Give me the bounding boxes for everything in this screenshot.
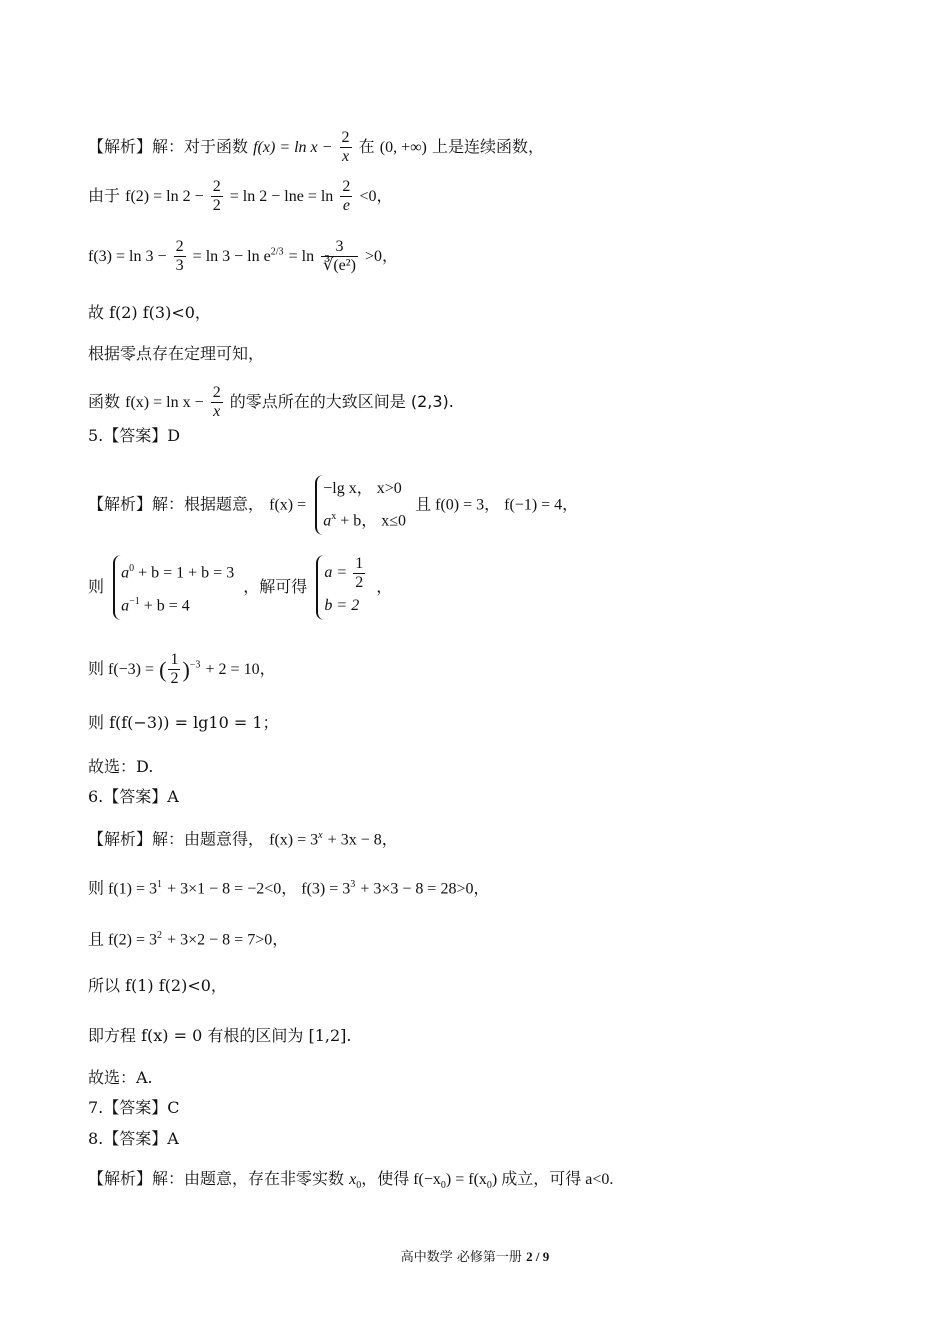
text-line-2 <box>88 178 393 215</box>
denominator: x <box>341 148 350 165</box>
math-expr: ) = f(x <box>445 1171 487 1188</box>
text-line-18: 即方程 f(x) = 0 有根的区间为 [1,2]. <box>88 1026 352 1045</box>
text: 的零点所在的大致区间是 (2,3). <box>229 392 454 411</box>
denominator: 2 <box>212 197 221 214</box>
math-expr: (0, +∞) <box>379 139 427 156</box>
math-expr: f(2) = ln 2 − <box>125 188 204 205</box>
denominator: 3 <box>175 257 184 274</box>
math-expr: = ln 3 − ln e <box>192 248 271 265</box>
subscript: 0 <box>440 1180 446 1192</box>
footer-title: 高中数学 必修第一册 <box>400 1250 522 1265</box>
math-expr: ， <box>376 579 393 596</box>
fraction <box>168 651 180 688</box>
numerator: 3 <box>321 238 358 257</box>
fraction <box>321 238 358 275</box>
numerator: 2 <box>341 129 350 146</box>
text-line-15 <box>88 874 489 900</box>
math-expr: + b， x≤0 <box>340 512 407 530</box>
math-expr: f(3) = ln 3 − <box>88 248 167 265</box>
math-expr: = ln <box>288 248 315 265</box>
text-line-11: 则 f(f(−3)) = lg10 = 1； <box>88 713 279 732</box>
solution-b: b = 2 <box>324 597 360 614</box>
text-line-8 <box>88 475 578 535</box>
fraction <box>340 129 352 166</box>
fraction <box>211 384 223 421</box>
text-line-19: 故选：A. <box>88 1068 153 1087</box>
text: 上是连续函数， <box>431 137 544 156</box>
solution-a <box>324 555 367 592</box>
page-footer <box>0 1246 950 1265</box>
case-1: −lg x， x>0 <box>323 480 402 497</box>
math-expr: >0， <box>365 248 399 265</box>
numerator: 2 <box>212 178 221 195</box>
math-expr: + 3×2 − 8 = 7>0， <box>167 931 289 949</box>
numerator: 2 <box>175 238 184 255</box>
exponent: x <box>331 511 337 522</box>
case-2 <box>323 503 406 535</box>
equation-2 <box>121 588 234 620</box>
text-line-14 <box>88 825 398 851</box>
denominator: 2 <box>355 574 364 591</box>
math-expr: 则 f(1) = 3 <box>88 880 158 898</box>
exponent: 1 <box>157 879 163 890</box>
text: 在 <box>358 137 375 156</box>
text: 函数 <box>88 392 121 411</box>
text-line-22 <box>88 1168 613 1197</box>
math-expr: + 3x − 8， <box>327 831 398 849</box>
paren-right: ) <box>182 657 190 682</box>
math-expr: + b = 4 <box>143 596 190 614</box>
math-expr: 且 f(0) = 3， f(−1) = 4， <box>415 496 579 514</box>
answer-5: 5.【答案】D <box>88 426 181 445</box>
equation-system <box>113 555 234 620</box>
solution-system <box>316 555 367 620</box>
math-expr: f(x) = ln x − <box>253 139 333 156</box>
text: 【解析】解：由题意得， <box>88 829 265 849</box>
subscript: 0 <box>486 1180 492 1192</box>
math-expr: a = <box>324 564 348 582</box>
text: 【解析】解：对于函数 <box>88 137 249 156</box>
text-line-17: 所以 f(1) f(2)<0， <box>88 976 227 995</box>
math-expr: 且 f(2) = 3 <box>88 931 158 949</box>
equation-1 <box>121 555 234 587</box>
exponent: −1 <box>129 595 140 607</box>
text-line-12: 故选：D. <box>88 757 154 776</box>
fraction <box>174 238 186 275</box>
math-expr: 则 f(−3) = <box>88 661 155 678</box>
text: ，解可得 <box>243 577 308 596</box>
answer-8: 8.【答案】A <box>88 1129 179 1148</box>
math-expr: f(x) = ln x − <box>125 394 204 411</box>
exponent: 0 <box>129 563 135 575</box>
fraction <box>353 555 365 592</box>
paren-left: ( <box>159 657 167 682</box>
numerator: 1 <box>170 651 179 668</box>
fraction <box>340 178 352 215</box>
text-line-1 <box>88 129 544 166</box>
text-line-6 <box>88 384 454 421</box>
text-line-4: 故 f(2) f(3)<0， <box>88 303 211 322</box>
denominator: x <box>213 403 221 420</box>
math-expr: <0， <box>359 188 393 205</box>
subscript: 0 <box>356 1180 362 1192</box>
fraction <box>211 178 223 215</box>
math-expr: + 2 = 10， <box>205 661 276 678</box>
answer-6: 6.【答案】A <box>88 787 179 806</box>
denominator: 2 <box>170 670 179 687</box>
exponent: 2/3 <box>270 246 284 258</box>
math-var: a <box>121 596 130 614</box>
text-line-16 <box>88 925 288 951</box>
math-expr: = ln 2 − lne = ln <box>229 188 334 205</box>
math-expr: + 3×3 − 8 = 28>0， <box>360 880 490 898</box>
numerator: 2 <box>342 178 351 195</box>
math-expr: f(x) = <box>269 496 307 514</box>
exponent: x <box>318 830 323 841</box>
exponent: 2 <box>157 930 163 941</box>
denominator: ∛(e²) <box>323 257 356 274</box>
exponent: −3 <box>189 659 201 671</box>
answer-7: 7.【答案】C <box>88 1098 180 1117</box>
text-line-10 <box>88 651 276 688</box>
numerator: 1 <box>355 555 364 572</box>
math-expr: + b = 1 + b = 3 <box>138 564 235 582</box>
math-expr: f(x) = 3 <box>269 831 319 849</box>
text: 则 <box>88 577 105 596</box>
math-expr: ) 成立，可得 a<0. <box>491 1171 614 1188</box>
exponent: 3 <box>350 879 356 890</box>
denominator: e <box>342 197 350 214</box>
numerator: 2 <box>212 384 221 401</box>
math-var: x <box>349 1171 357 1188</box>
math-expr: + 3×1 − 8 = −2<0， f(3) = 3 <box>167 880 351 898</box>
text: 由于 <box>88 186 121 205</box>
text: 【解析】解：由题意，存在非零实数 <box>88 1169 345 1188</box>
text-line-9 <box>88 555 392 620</box>
text-line-3 <box>88 238 398 275</box>
piecewise-system <box>315 475 406 535</box>
math-expr: ，使得 f(−x <box>361 1171 441 1188</box>
math-var: a <box>121 564 130 582</box>
math-var: a <box>323 512 332 530</box>
text-line-5: 根据零点存在定理可知， <box>88 344 265 363</box>
page-number: 2 / 9 <box>526 1249 550 1264</box>
text: 【解析】解：根据题意， <box>88 494 265 514</box>
